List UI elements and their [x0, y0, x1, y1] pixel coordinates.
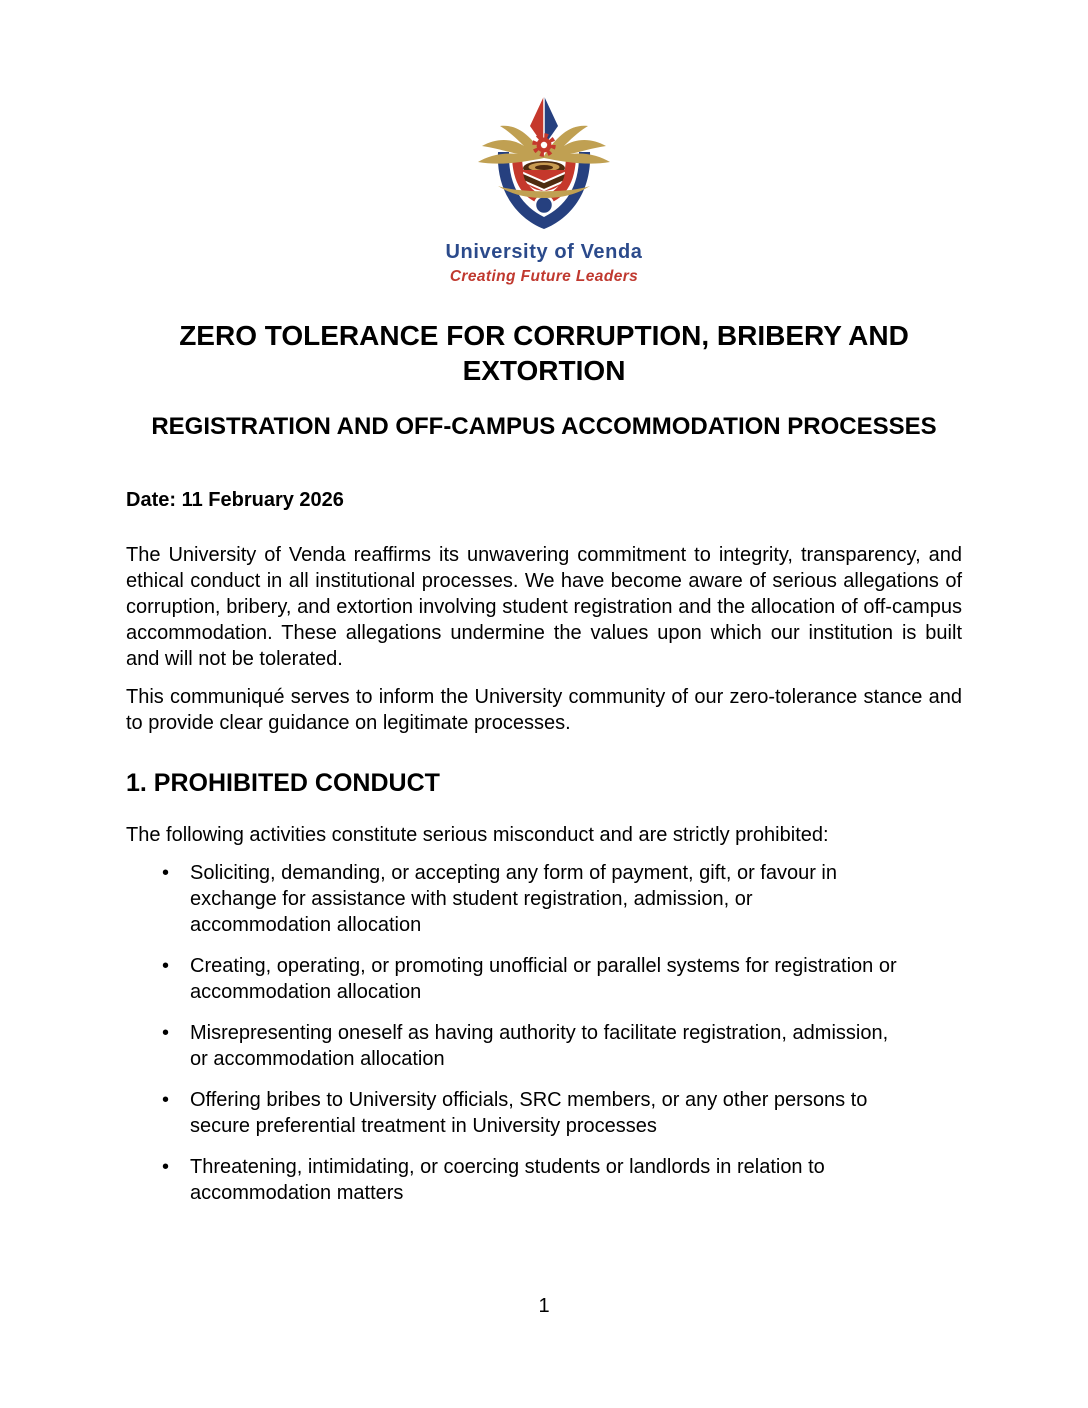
bullet-marker: • — [162, 1089, 170, 1111]
prohibited-conduct-list — [126, 860, 962, 1206]
bullet-marker: • — [162, 862, 170, 884]
section-intro: The following activities constitute serious misconduct and are strictly prohibited: — [126, 824, 829, 846]
list-item — [126, 953, 898, 1005]
document-subtitle: REGISTRATION AND OFF-CAMPUS ACCOMMODATION PROCESSES — [151, 413, 937, 440]
date-line: Date: 11 February 2026 — [126, 489, 344, 511]
university-name: University of Venda — [445, 241, 643, 263]
bullet-marker: • — [162, 1156, 170, 1178]
list-item — [126, 1154, 898, 1206]
list-item — [126, 1020, 898, 1072]
bullet-marker: • — [162, 955, 170, 977]
section-heading-prohibited-conduct: 1. PROHIBITED CONDUCT — [126, 769, 440, 797]
list-item — [126, 1087, 898, 1139]
list-item-text: Soliciting, demanding, or accepting any form of payment, gift, or favour in exchange for assistance with student registration, admission, or accommodation allocation — [190, 862, 838, 936]
university-of-venda-logo-icon — [474, 88, 614, 238]
list-item-text: Offering bribes to University officials, SRC members, or any other persons to secure preferential treatment in University processes — [190, 1089, 868, 1137]
list-item — [126, 860, 898, 938]
paragraph-commitment: The University of Venda reaffirms its unwavering commitment to integrity, transparency, and ethical conduct in all institutional processes. We have become aware of serious allegations of corruption, bribery, and extortion involving student registration and the allocation of off-campus accommodation. These allegations undermine the values upon which our institution is built and will not be tolerated. — [126, 544, 962, 670]
list-item-text: Threatening, intimidating, or coercing students or landlords in relation to accommodation matters — [190, 1156, 825, 1204]
paragraph-communique: This communiqué serves to inform the University community of our zero-tolerance stance and to provide clear guidance on legitimate processes. — [126, 686, 962, 734]
bullet-marker: • — [162, 1022, 170, 1044]
list-item-text: Misrepresenting oneself as having authority to facilitate registration, admission, or accommodation allocation — [190, 1022, 889, 1070]
list-item-text: Creating, operating, or promoting unofficial or parallel systems for registration or accommodation allocation — [190, 955, 897, 1003]
page-number: 1 — [538, 1295, 550, 1317]
university-logo-block — [126, 88, 962, 286]
logo-head — [535, 196, 553, 214]
document-title: ZERO TOLERANCE FOR CORRUPTION, BRIBERY AND EXTORTION — [179, 320, 909, 386]
university-tagline: Creating Future Leaders — [449, 268, 639, 285]
